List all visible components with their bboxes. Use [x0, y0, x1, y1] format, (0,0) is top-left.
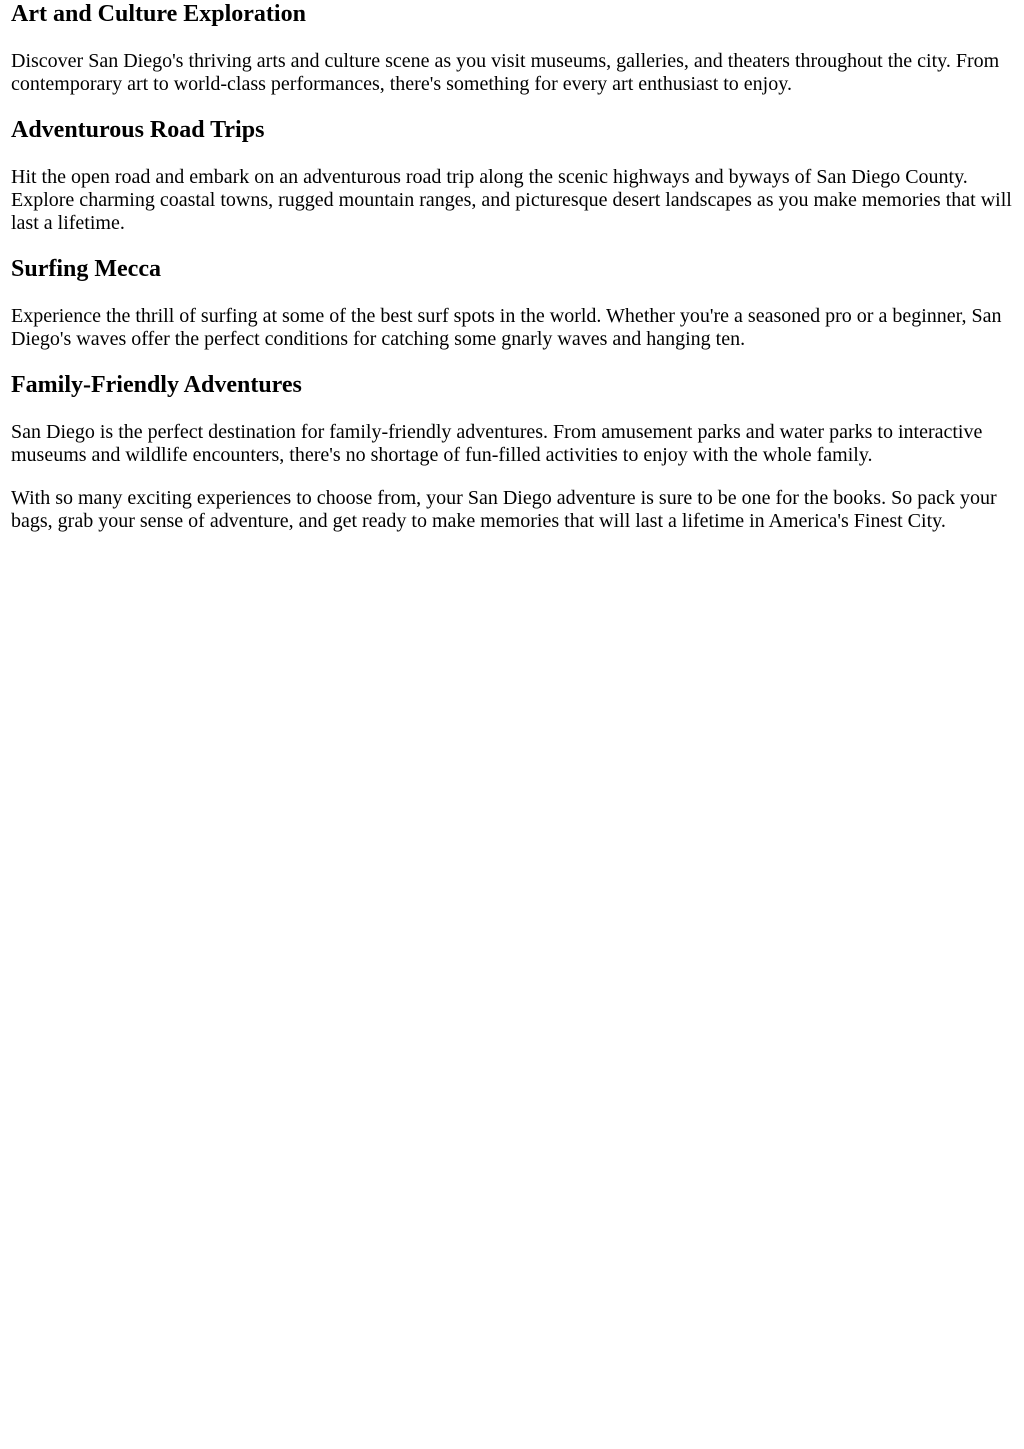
section-heading: Art and Culture Exploration: [11, 1, 306, 27]
section-road-trips: [11, 116, 1013, 235]
section-surfing: [11, 255, 1013, 351]
section-paragraph: Experience the thrill of surfing at some of the best surf spots in the world. Whether you're a seasoned pro or a beginner, San Diego's waves offer the perfect conditions for catching some gnarly waves and hanging ten.: [11, 305, 1002, 350]
section-heading: Adventurous Road Trips: [11, 117, 265, 143]
section-paragraph: Hit the open road and embark on an adventurous road trip along the scenic highways and byways of San Diego County. Explore charming coastal towns, rugged mountain ranges, and picturesque desert landscapes as you make memories that will last a lifetime.: [11, 166, 1012, 234]
section-art-culture: [11, 0, 1013, 96]
section-paragraph: San Diego is the perfect destination for family-friendly adventures. From amusement parks and water parks to interactive museums and wildlife encounters, there's no shortage of fun-filled activities to enjoy with the whole family.: [11, 421, 983, 466]
closing-paragraph: With so many exciting experiences to choose from, your San Diego adventure is sure to be one for the books. So pack your bags, grab your sense of adventure, and get ready to make memories that will last a lifetime in America's Finest City.: [11, 487, 997, 532]
section-family: [11, 371, 1013, 467]
section-heading: Family-Friendly Adventures: [11, 372, 302, 398]
section-paragraph: Discover San Diego's thriving arts and culture scene as you visit museums, galleries, and theaters throughout the city. From contemporary art to world-class performances, there's something for every art enthusiast to enjoy.: [11, 50, 1000, 95]
section-heading: Surfing Mecca: [11, 256, 161, 282]
article: [11, 0, 1013, 533]
